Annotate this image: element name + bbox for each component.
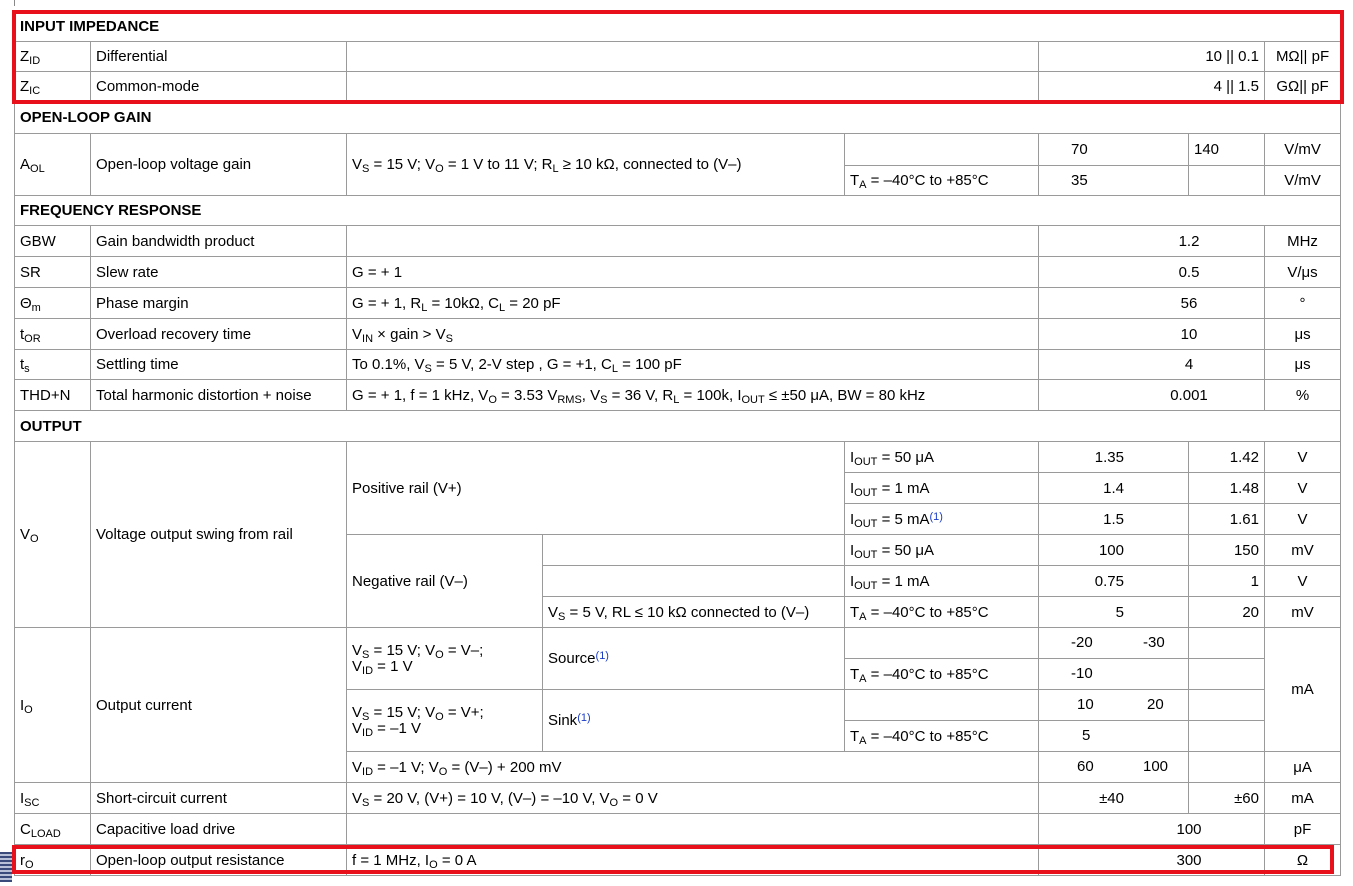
- sink-cond-cell: $V_S = 15$ V; $V_O = V+$; $V_{ID} = -1$ V: [347, 690, 543, 752]
- condition-cell: G = + 1: [347, 257, 1039, 288]
- symbol-cell: $Z_{ID}$: [15, 42, 91, 72]
- max-cell: [1189, 721, 1265, 752]
- source-cond-cell: $V_S = 15$ V; $V_O = V-$; $V_{ID} = 1$ V: [347, 628, 543, 690]
- max-cell: 1.48: [1189, 473, 1265, 504]
- typ-cell: 300: [1039, 845, 1265, 876]
- min-cell: 70: [1039, 134, 1189, 166]
- parameter-cell: Voltage output swing from rail: [91, 442, 347, 628]
- max-cell: 1.61: [1189, 504, 1265, 535]
- unit-cell: μA: [1265, 752, 1341, 783]
- typ-cell: 140: [1189, 134, 1265, 166]
- positive-rail-cell: Positive rail (V+): [347, 442, 845, 535]
- row-zid: [15, 42, 1341, 72]
- row-thdn: [15, 380, 1341, 411]
- parameter-cell: Gain bandwidth product: [91, 226, 347, 257]
- unit-cell: mA: [1265, 783, 1341, 814]
- condition-cell: G = + 1, f = 1 kHz, $V_O = 3.53$ $V_{RMS}$, $V_S = 36$ V, $R_L = 100k$, $I_{OUT} \le \pm 50$ μA, BW = 80 kHz: [347, 380, 1039, 411]
- symbol-cell: $I_{SC}$: [15, 783, 91, 814]
- symbol-cell: $I_O$: [15, 628, 91, 783]
- section-row-frequency-response: [15, 196, 1341, 226]
- typ-cell: 100: [1039, 814, 1265, 845]
- symbol-cell: $C_{LOAD}$: [15, 814, 91, 845]
- parameter-cell: Overload recovery time: [91, 319, 347, 350]
- max-cell: [1189, 752, 1265, 783]
- parameter-cell: Common-mode: [91, 72, 347, 102]
- typ-cell: 56: [1039, 288, 1265, 319]
- iout-cell: $I_{OUT} = 5$ $mA^{(1)}$: [845, 504, 1039, 535]
- parameter-cell: Slew rate: [91, 257, 347, 288]
- unit-cell: μs: [1265, 350, 1341, 380]
- min-cell: 5: [1039, 721, 1189, 752]
- unit-cell: V: [1265, 442, 1341, 473]
- typ-cell: 0.75: [1039, 566, 1189, 597]
- max-cell: [1189, 690, 1265, 721]
- ta-cell: $T_A = -40^\circ C$ to +85°C: [845, 597, 1039, 628]
- section-header: FREQUENCY RESPONSE: [15, 196, 1341, 226]
- symbol-cell: $r_O$: [15, 845, 91, 876]
- min-cell: -10: [1039, 659, 1189, 690]
- row-ro: [15, 845, 1341, 876]
- condition-cell: $V_S = 15$ V; $V_O = 1$ V to 11 V; $R_L \ge 10$ kΩ, connected to (V–): [347, 134, 845, 196]
- unit-cell: mA: [1265, 628, 1341, 752]
- section-row-input-impedance: [15, 12, 1341, 42]
- row-tor: [15, 319, 1341, 350]
- typ-cell: 0.5: [1039, 257, 1265, 288]
- min-typ-cell: -20 -30: [1039, 628, 1189, 659]
- unit-cell: V: [1265, 504, 1341, 535]
- sub-condition-cell: [845, 690, 1039, 721]
- vid-cond-cell: $V_{ID} = -1$ V; $V_O = (V-) + 200$ mV: [347, 752, 1039, 783]
- row-zic: [15, 72, 1341, 102]
- condition-cell: [347, 72, 1039, 102]
- min-typ-cell: 10 20: [1039, 690, 1189, 721]
- symbol-cell: $t_{OR}$: [15, 319, 91, 350]
- unit-cell: Ω: [1265, 845, 1341, 876]
- row-vo-1: [15, 442, 1341, 473]
- symbol-cell: THD+N: [15, 380, 91, 411]
- unit-cell: V/mV: [1265, 134, 1341, 166]
- max-cell: [1189, 628, 1265, 659]
- parameter-cell: Phase margin: [91, 288, 347, 319]
- row-ts: [15, 350, 1341, 380]
- unit-cell: V/μs: [1265, 257, 1341, 288]
- row-sr: [15, 257, 1341, 288]
- iout-cell: $I_{OUT} = 1$ mA: [845, 473, 1039, 504]
- parameter-cell: Differential: [91, 42, 347, 72]
- section-row-open-loop-gain: [15, 102, 1341, 134]
- condition-cell: G = + 1, $R_L = 10k\Omega$, $C_L = 20$ pF: [347, 288, 1039, 319]
- condition-cell: $V_{IN}$ × gain > $V_S$: [347, 319, 1039, 350]
- symbol-cell: $A_{OL}$: [15, 134, 91, 196]
- unit-cell: pF: [1265, 814, 1341, 845]
- edge-artifact-icon: [0, 852, 12, 882]
- max-cell: [1189, 659, 1265, 690]
- source-label-cell: Source$^{(1)}$: [543, 628, 845, 690]
- min-typ-cell: 60 100: [1039, 752, 1189, 783]
- symbol-cell: $Z_{IC}$: [15, 72, 91, 102]
- unit-cell: V: [1265, 566, 1341, 597]
- typ-cell: 5: [1039, 597, 1189, 628]
- condition-cell: [347, 42, 1039, 72]
- max-cell: ±60: [1189, 783, 1265, 814]
- electrical-characteristics-table: [14, 11, 1341, 876]
- parameter-cell: Capacitive load drive: [91, 814, 347, 845]
- unit-cell: μs: [1265, 319, 1341, 350]
- typ-cell: 10 || 0.1: [1039, 42, 1265, 72]
- sub-condition-cell: [845, 134, 1039, 166]
- condition-cell: f = 1 MHz, $I_O = 0$ A: [347, 845, 1039, 876]
- typ-cell: 1.5: [1039, 504, 1189, 535]
- iout-cell: $I_{OUT} = 1$ mA: [845, 566, 1039, 597]
- sub-condition-cell: [845, 628, 1039, 659]
- typ-cell: 1.2: [1039, 226, 1265, 257]
- section-header: OUTPUT: [15, 411, 1341, 442]
- symbol-cell: $t_s$: [15, 350, 91, 380]
- section-header: INPUT IMPEDANCE: [15, 12, 1341, 42]
- row-aol-1: [15, 134, 1341, 166]
- typ-cell: [1189, 166, 1265, 196]
- row-isc: [15, 783, 1341, 814]
- unit-cell: GΩ|| pF: [1265, 72, 1341, 102]
- symbol-cell: $\Theta_m$: [15, 288, 91, 319]
- unit-cell: V/mV: [1265, 166, 1341, 196]
- symbol-cell: GBW: [15, 226, 91, 257]
- neg-cond-cell: [543, 535, 845, 566]
- unit-cell: %: [1265, 380, 1341, 411]
- sink-label-cell: Sink$^{(1)}$: [543, 690, 845, 752]
- parameter-cell: Output current: [91, 628, 347, 783]
- unit-cell: MΩ|| pF: [1265, 42, 1341, 72]
- iout-cell: $I_{OUT} = 50$ μA: [845, 535, 1039, 566]
- condition-cell: $V_S = 20$ V, (V+) = 10 V, (V–) = –10 V, $V_O = 0$ V: [347, 783, 1039, 814]
- typ-cell: 1.35: [1039, 442, 1189, 473]
- parameter-cell: Settling time: [91, 350, 347, 380]
- neg-cond-cell: [543, 566, 845, 597]
- iout-cell: $I_{OUT} = 50$ μA: [845, 442, 1039, 473]
- previous-row-fragment: [14, 0, 1341, 6]
- max-cell: 150: [1189, 535, 1265, 566]
- row-io-1: [15, 628, 1341, 659]
- typ-cell: 0.001: [1039, 380, 1265, 411]
- condition-cell: [347, 814, 1039, 845]
- unit-cell: mV: [1265, 535, 1341, 566]
- parameter-cell: Open-loop output resistance: [91, 845, 347, 876]
- neg-cond-cell: $V_S = 5$ V, RL ≤ 10 kΩ connected to (V–): [543, 597, 845, 628]
- typ-cell: 10: [1039, 319, 1265, 350]
- row-cload: [15, 814, 1341, 845]
- unit-cell: °: [1265, 288, 1341, 319]
- ta-cell: $T_A = -40^\circ C$ to +85°C: [845, 166, 1039, 196]
- max-cell: 1: [1189, 566, 1265, 597]
- section-row-output: [15, 411, 1341, 442]
- typ-cell: 4 || 1.5: [1039, 72, 1265, 102]
- unit-cell: mV: [1265, 597, 1341, 628]
- min-cell: 35: [1039, 166, 1189, 196]
- typ-cell: 4: [1039, 350, 1265, 380]
- parameter-cell: Total harmonic distortion + noise: [91, 380, 347, 411]
- parameter-cell: Open-loop voltage gain: [91, 134, 347, 196]
- condition-cell: [347, 226, 1039, 257]
- row-phase-margin: [15, 288, 1341, 319]
- max-cell: 1.42: [1189, 442, 1265, 473]
- typ-cell: ±40: [1039, 783, 1189, 814]
- typ-cell: 1.4: [1039, 473, 1189, 504]
- ta-cell: $T_A = -40^\circ C$ to +85°C: [845, 721, 1039, 752]
- row-gbw: [15, 226, 1341, 257]
- section-header: OPEN-LOOP GAIN: [15, 102, 1341, 134]
- ta-cell: $T_A = -40^\circ C$ to +85°C: [845, 659, 1039, 690]
- symbol-cell: $V_O$: [15, 442, 91, 628]
- unit-cell: MHz: [1265, 226, 1341, 257]
- negative-rail-cell: Negative rail (V–): [347, 535, 543, 628]
- symbol-cell: SR: [15, 257, 91, 288]
- parameter-cell: Short-circuit current: [91, 783, 347, 814]
- max-cell: 20: [1189, 597, 1265, 628]
- condition-cell: To 0.1%, $V_S = 5$ V, 2-V step , G = +1, $C_L = 100$ pF: [347, 350, 1039, 380]
- typ-cell: 100: [1039, 535, 1189, 566]
- unit-cell: V: [1265, 473, 1341, 504]
